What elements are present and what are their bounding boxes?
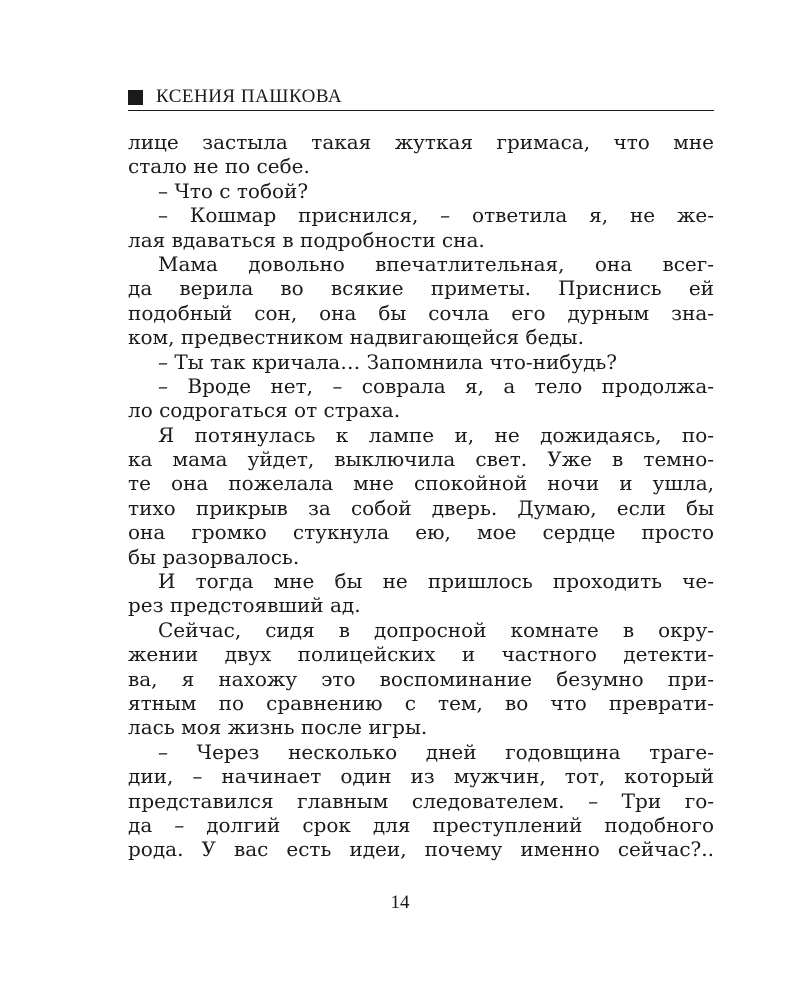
- body-text: [128, 130, 714, 862]
- page-number: 14: [390, 892, 410, 913]
- text-line: представился главным следователем. – Три го-: [128, 788, 714, 813]
- text-line: дии, – начинает один из мужчин, тот, который: [128, 764, 714, 789]
- text-line: ком, предвестником надвигающейся беды.: [128, 325, 584, 350]
- text-line: лась моя жизнь после игры.: [128, 715, 428, 740]
- text-line: подобный сон, она бы сочла его дурным зна-: [128, 300, 714, 325]
- text-line: Я потянулась к лампе и, не дожидаясь, по-: [158, 422, 714, 447]
- text-line: лая вдаваться в подробности сна.: [128, 227, 485, 252]
- text-line: бы разорвалось.: [128, 544, 300, 569]
- text-line: – Вроде нет, – соврала я, а тело продолжа-: [158, 373, 714, 398]
- text-line: – Ты так кричала… Запомнила что-нибудь?: [158, 349, 618, 374]
- text-line: Мама довольно впечатлительная, она всег-: [158, 251, 714, 276]
- text-line: жении двух полицейских и частного детекти-: [128, 642, 714, 667]
- text-line: ва, я нахожу это воспоминание безумно при-: [128, 666, 714, 691]
- text-line: – Кошмар приснился, – ответила я, не же-: [158, 203, 714, 228]
- text-line: тихо прикрыв за собой дверь. Думаю, если бы: [128, 495, 714, 520]
- text-line: те она пожелала мне спокойной ночи и ушла,: [128, 471, 714, 496]
- text-line: да верила во всякие приметы. Приснись ей: [128, 276, 714, 301]
- header-square-mark: [128, 90, 143, 105]
- text-line: да – долгий срок для преступлений подобного: [128, 812, 714, 837]
- header-author: КСЕНИЯ ПАШКОВА: [156, 86, 343, 107]
- text-line: – Что с тобой?: [158, 178, 309, 203]
- text-line: – Через несколько дней годовщина траге-: [158, 739, 714, 764]
- text-line: И тогда мне бы не пришлось проходить че-: [158, 569, 714, 594]
- text-line: рода. У вас есть идеи, почему именно сейчас?..: [128, 837, 714, 862]
- text-line: рез предстоявший ад.: [128, 593, 361, 618]
- text-line: стало не по себе.: [128, 154, 310, 179]
- text-line: она громко стукнула ею, мое сердце просто: [128, 520, 714, 545]
- text-line: ка мама уйдет, выключила свет. Уже в темно-: [128, 447, 714, 472]
- text-line: Сейчас, сидя в допросной комнате в окру-: [158, 617, 714, 642]
- text-line: ятным по сравнению с тем, во что преврати-: [128, 690, 714, 715]
- text-line: ло содрогаться от страха.: [128, 398, 401, 423]
- running-header: [128, 86, 714, 111]
- text-line: лице застыла такая жуткая гримаса, что мне: [128, 130, 714, 154]
